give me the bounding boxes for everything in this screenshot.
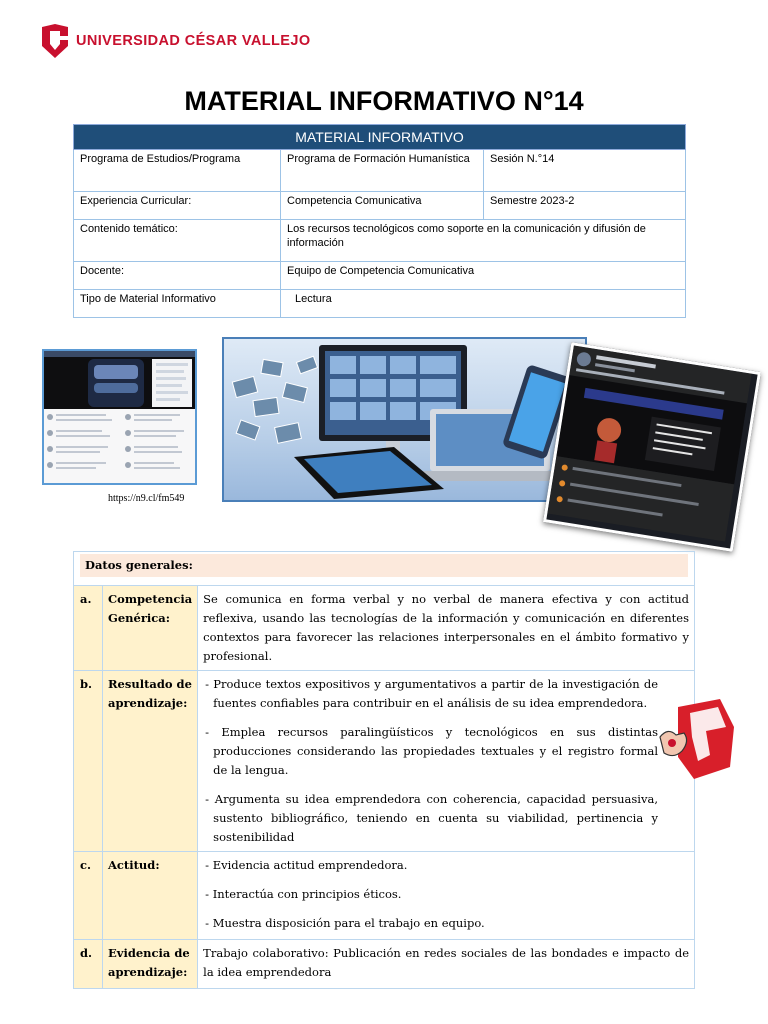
facebook-post-image <box>543 342 761 552</box>
resultado-item: - Emplea recursos paralingüísticos y tecnológicos en sus distintas producciones considerando las propiedades textuales y el registro formal de la lengua. <box>205 725 658 777</box>
resultado-item: - Produce textos expositivos y argumentativos a partir de la investigación de fuentes confiables para contribuir en el análisis de su idea emprendedora. <box>205 677 658 710</box>
general-data-heading: Datos generales: <box>80 554 688 577</box>
university-name: UNIVERSIDAD CÉSAR VALLEJO <box>76 33 311 49</box>
ucv-shield-icon <box>40 24 70 58</box>
row-evidencia <box>74 940 695 989</box>
resultado-item: - Argumenta su idea emprendedora con coherencia, capacidad persuasiva, sustento bibliográfico, teniendo en cuenta su viabilidad, pertinencia y sostenibilidad <box>205 792 658 844</box>
info-extra: Semestre 2023-2 <box>484 192 686 220</box>
info-value: Los recursos tecnológicos como soporte en la comunicación y difusión de información <box>281 220 686 262</box>
actitud-item: - Evidencia actitud emprendedora. <box>205 858 408 872</box>
social-media-screenshot <box>42 349 197 485</box>
info-value: Equipo de Competencia Comunicativa <box>281 262 686 290</box>
row-label: Resultado de aprendizaje: <box>103 671 198 852</box>
row-label: Actitud: <box>103 852 198 940</box>
info-label: Tipo de Material Informativo <box>74 290 281 318</box>
info-value: Lectura <box>281 290 686 318</box>
image-source-caption: https://n9.cl/fm549 <box>108 493 185 504</box>
info-table-heading: MATERIAL INFORMATIVO <box>74 125 686 150</box>
info-table <box>73 124 686 318</box>
page-title: MATERIAL INFORMATIVO N°14 <box>184 86 584 116</box>
info-extra: Sesión N.°14 <box>484 150 686 192</box>
info-label: Docente: <box>74 262 281 290</box>
info-label: Contenido temático: <box>74 220 281 262</box>
actitud-item: - Interactúa con principios éticos. <box>205 887 402 901</box>
technology-devices-image <box>222 337 587 502</box>
info-label: Experiencia Curricular: <box>74 192 281 220</box>
actitud-item: - Muestra disposición para el trabajo en equipo. <box>205 916 485 930</box>
info-value: Competencia Comunicativa <box>281 192 484 220</box>
evidencia-text: Trabajo colaborativo: Publicación en redes sociales de las bondades e impacto de la idea emprendedora <box>198 940 695 989</box>
row-letter: c. <box>74 852 103 940</box>
row-competencia <box>74 586 695 671</box>
info-label: Programa de Estudios/Programa <box>74 150 281 192</box>
info-value: Programa de Formación Humanística <box>281 150 484 192</box>
row-label: Competencia Genérica: <box>103 586 198 671</box>
university-logo <box>40 24 311 58</box>
row-actitud <box>74 852 695 940</box>
row-label: Evidencia de aprendizaje: <box>103 940 198 989</box>
competencia-text: Se comunica en forma verbal y no verbal de manera efectiva y con actitud reflexiva, usando las tecnologías de la información y comunicación en diferentes contextos para favorecer las relaciones interpersonales en el ámbito formativo y profesional. <box>198 586 695 671</box>
row-letter: a. <box>74 586 103 671</box>
row-letter: b. <box>74 671 103 852</box>
row-letter: d. <box>74 940 103 989</box>
row-resultado <box>74 671 695 852</box>
general-data-table <box>73 551 695 989</box>
ucv-seal-icon <box>654 697 738 781</box>
